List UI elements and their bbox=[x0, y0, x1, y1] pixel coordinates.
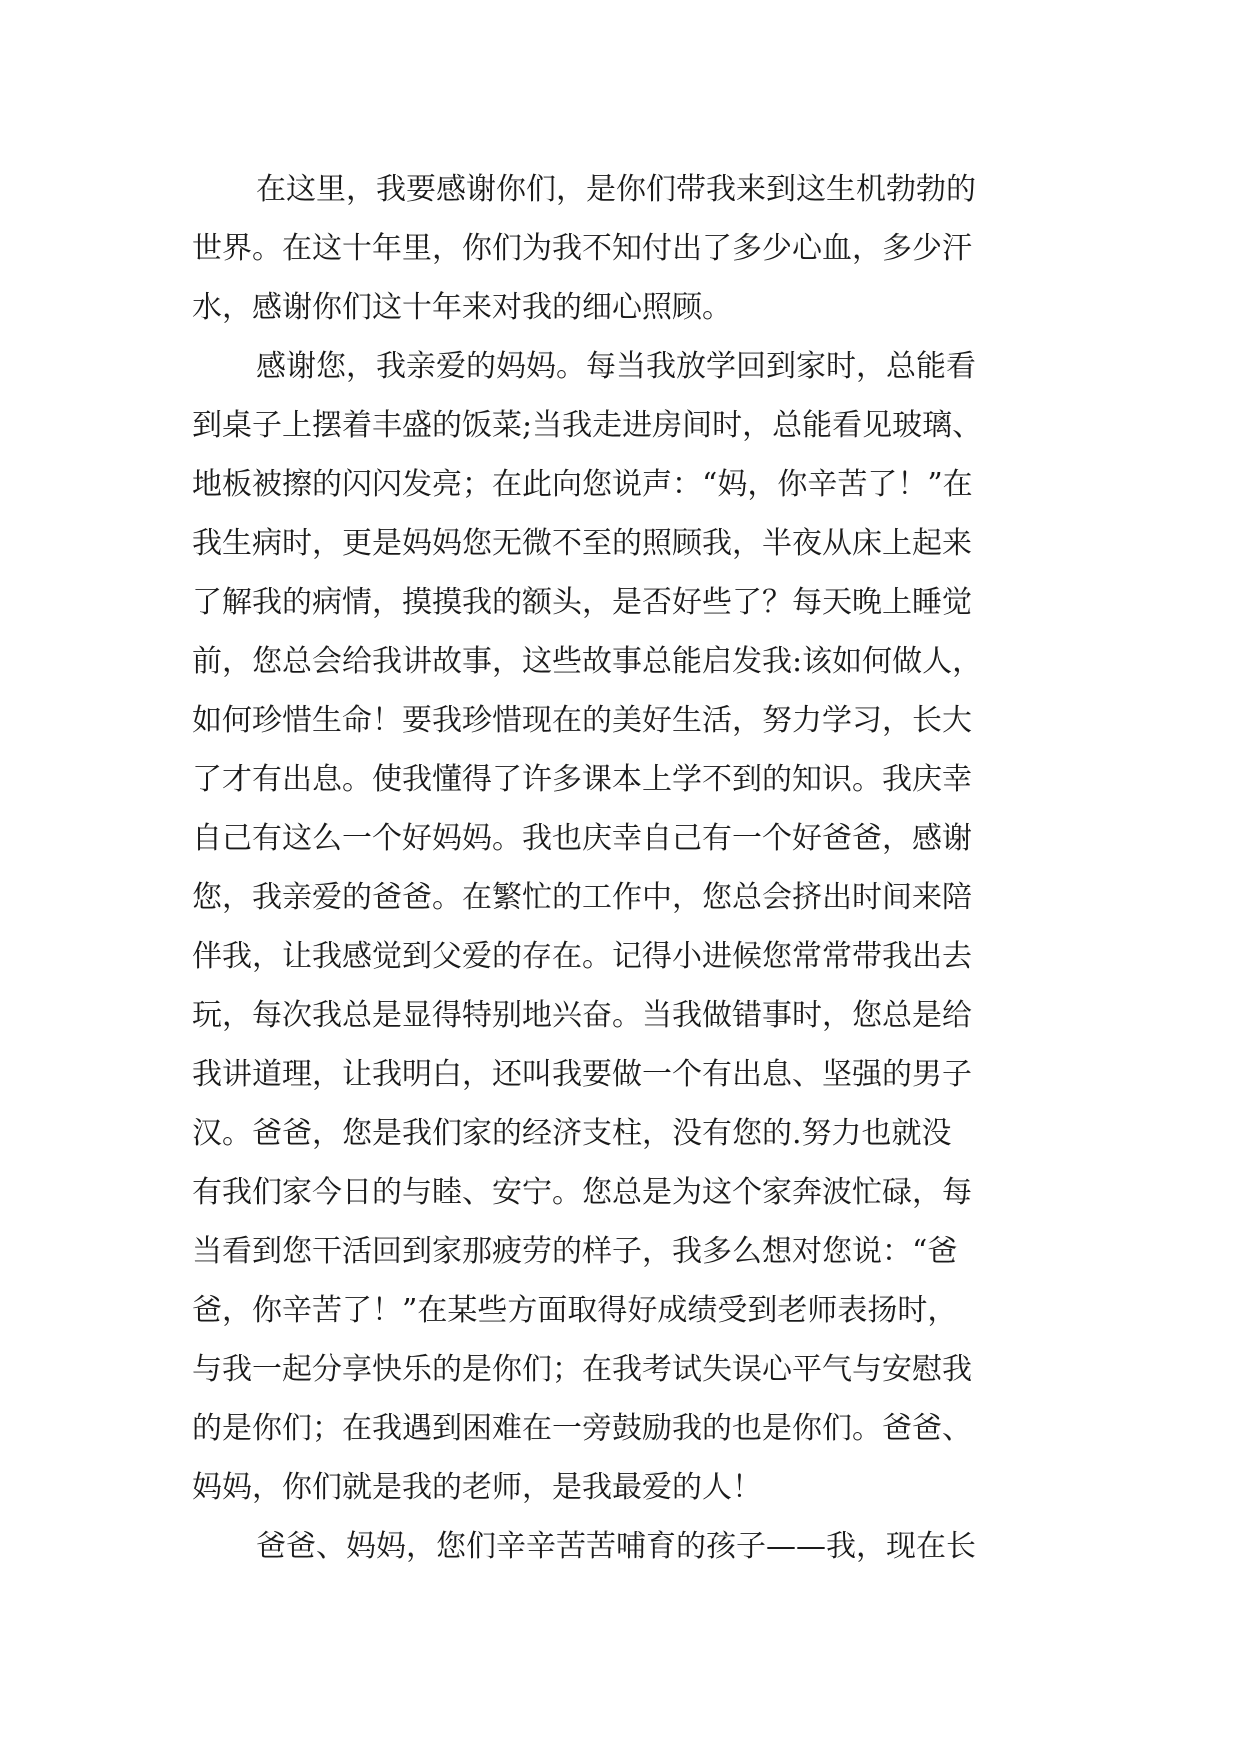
text-line: 到桌子上摆着丰盛的饭菜;当我走进房间时，总能看见玻璃、 bbox=[192, 408, 983, 443]
text-line: 自己有这么一个好妈妈。我也庆幸自己有一个好爸爸，感谢 bbox=[192, 821, 972, 856]
text-line: 妈妈，你们就是我的老师，是我最爱的人！ bbox=[192, 1470, 762, 1505]
text-line: 地板被擦的闪闪发亮；在此向您说声：“妈，你辛苦了！”在 bbox=[192, 467, 973, 502]
text-line: 如何珍惜生命！要我珍惜现在的美好生活，努力学习，长大 bbox=[192, 703, 972, 738]
text-line: 汉。爸爸，您是我们家的经济支柱，没有您的.努力也就没 bbox=[192, 1116, 952, 1151]
text-line: 爸，你辛苦了！”在某些方面取得好成绩受到老师表扬时， bbox=[192, 1293, 958, 1328]
text-line: 了解我的病情，摸摸我的额头，是否好些了？每天晚上睡觉 bbox=[192, 585, 972, 620]
text-line: 感谢您，我亲爱的妈妈。每当我放学回到家时，总能看 bbox=[256, 349, 976, 384]
text-line: 有我们家今日的与睦、安宁。您总是为这个家奔波忙碌，每 bbox=[192, 1175, 972, 1210]
text-line: 前，您总会给我讲故事，这些故事总能启发我:该如何做人， bbox=[192, 644, 983, 679]
text-line: 水，感谢你们这十年来对我的细心照顾。 bbox=[192, 290, 732, 325]
text-line: 在这里，我要感谢你们，是你们带我来到这生机勃勃的 bbox=[256, 172, 976, 207]
text-line: 我生病时，更是妈妈您无微不至的照顾我，半夜从床上起来 bbox=[192, 526, 972, 561]
text-line: 世界。在这十年里，你们为我不知付出了多少心血，多少汗 bbox=[192, 231, 972, 266]
text-line: 爸爸、妈妈，您们辛辛苦苦哺育的孩子——我，现在长 bbox=[256, 1529, 976, 1564]
text-line: 伴我，让我感觉到父爱的存在。记得小进候您常常带我出去 bbox=[192, 939, 972, 974]
text-line: 当看到您干活回到家那疲劳的样子，我多么想对您说：“爸 bbox=[192, 1234, 958, 1269]
text-line: 玩，每次我总是显得特别地兴奋。当我做错事时，您总是给 bbox=[192, 998, 972, 1033]
text-line: 您，我亲爱的爸爸。在繁忙的工作中，您总会挤出时间来陪 bbox=[192, 880, 972, 915]
text-line: 的是你们；在我遇到困难在一旁鼓励我的也是你们。爸爸、 bbox=[192, 1411, 972, 1446]
text-line: 与我一起分享快乐的是你们；在我考试失误心平气与安慰我 bbox=[192, 1352, 972, 1387]
body-text bbox=[192, 160, 1052, 1576]
text-line: 我讲道理，让我明白，还叫我要做一个有出息、坚强的男子 bbox=[192, 1057, 972, 1092]
text-line: 了才有出息。使我懂得了许多课本上学不到的知识。我庆幸 bbox=[192, 762, 972, 797]
